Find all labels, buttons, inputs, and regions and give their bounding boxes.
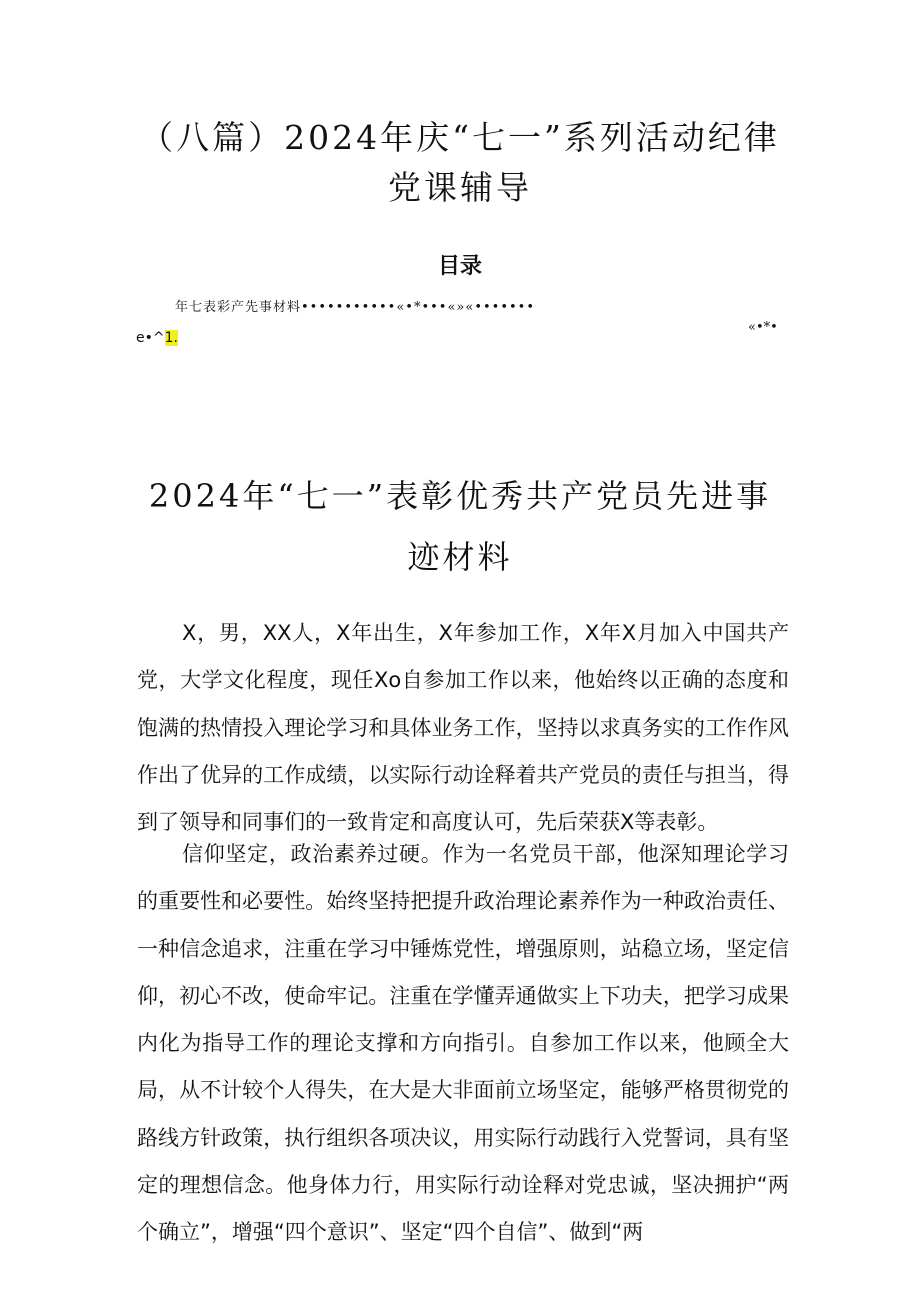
body-paragraph-2: 信仰坚定，政治素养过硬。作为一名党员干部，他深知理论学习的重要性和必要性。始终坚持把提升政治理论素养作为一种政治责任、一种信念追求，注重在学习中锤炼党性，增强原则，站稳立场，坚定信仰，初心不改，使命牢记。注重在学懂弄通做实上下功夫，把学习成果内化为指导工作的理论支撑和方向指引。自参加工作以来，他顾全大局，从不计较个人得失，在大是大非面前立场坚定，能够严格贯彻党的路线方针政策，执行组织各项决议，用实际行动践行入党誓词，具有坚定的理想信念。他身体力行，用实际行动诠释对党忠诚，坚决拥护“两个确立”，增强“四个意识”、坚定“四个自信”、做到“两 [137,842,789,1245]
toc-entry-prefix: e•^ [136,330,165,346]
toc-entry-page[interactable] [136,330,178,346]
toc-entry[interactable] [175,296,535,315]
document-title-line-2: 党课辅导 [388,168,532,207]
document-title-line-1: （八篇）2024年庆“七一”系列活动纪律 [140,118,780,157]
body-paragraph-1: X，男，XX人，X年出生，X年参加工作，X年X月加入中国共产党，大学文化程度，现任Xo自参加工作以来，他始终以正确的态度和饱满的热情投入理论学习和具体业务工作，坚持以求真务实的工作作风作出了优异的工作成绩，以实际行动诠释着共产党员的责任与担当，得到了领导和同事们的一致肯定和高度认可，先后荣获X等表彰。 [137,621,789,835]
section-title-line-2: 迹材料 [407,538,513,576]
toc-heading: 目录 [437,254,482,279]
section-title-line-1: 2024年“七一”表彰优秀共产党员先进事 [148,477,772,515]
toc-page-number-highlight: 1. [164,330,178,346]
toc-entry-text: 年七表彩产先事材料•••••••••••«•*•••«»«••••••• [175,300,536,315]
toc-entry-trail: «•*• [748,320,778,335]
